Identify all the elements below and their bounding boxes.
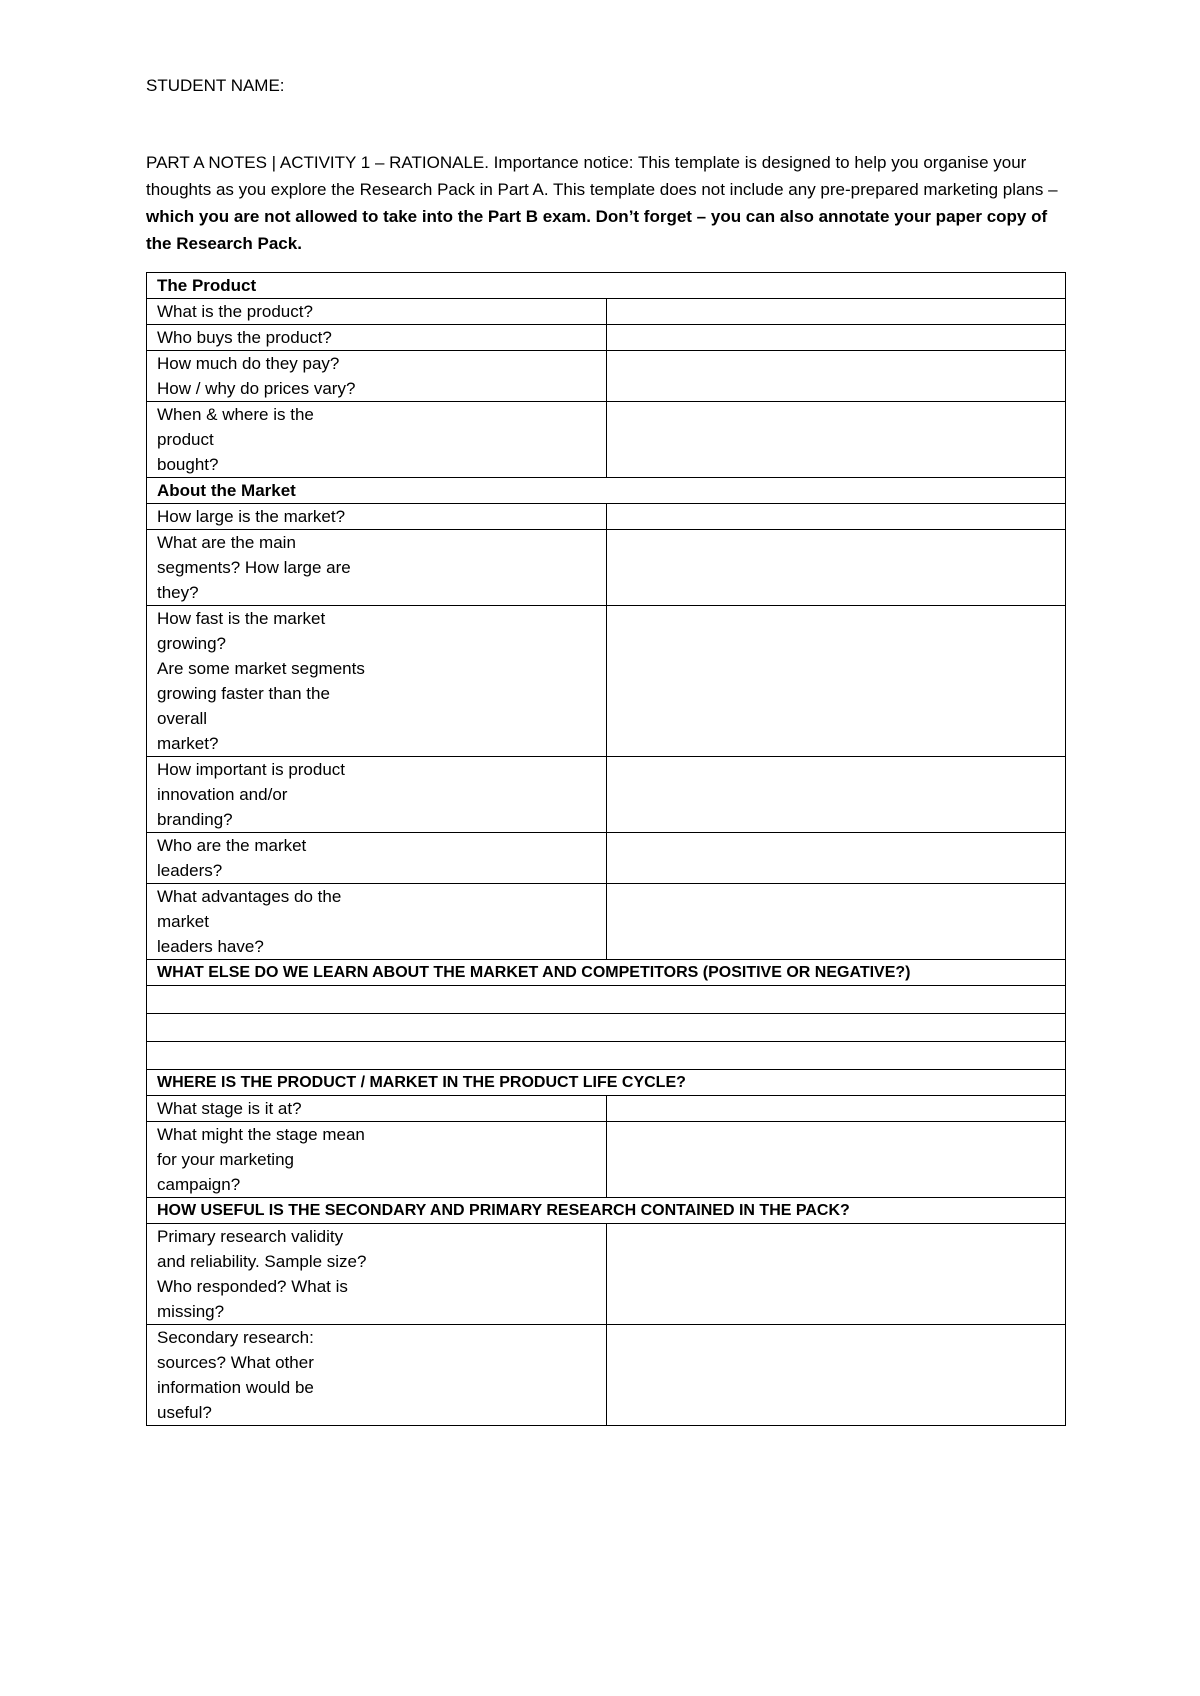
answer-cell[interactable] (606, 402, 1066, 478)
question-cell: What might the stage mean for your marketing campaign? (147, 1122, 607, 1198)
section-title-else: WHAT ELSE DO WE LEARN ABOUT THE MARKET AND COMPETITORS (POSITIVE OR NEGATIVE?) (147, 960, 1066, 986)
question-cell: How fast is the market growing? Are some market segments growing faster than the overall market? (147, 606, 607, 757)
question-cell: How large is the market? (147, 504, 607, 530)
table-row (147, 1224, 1066, 1325)
answer-cell[interactable] (606, 325, 1066, 351)
table-row (147, 402, 1066, 478)
question-cell: What are the main segments? How large are they? (147, 530, 607, 606)
question-cell: Who buys the product? (147, 325, 607, 351)
answer-cell[interactable] (606, 530, 1066, 606)
table-row (147, 833, 1066, 884)
answer-cell[interactable] (606, 606, 1066, 757)
question-cell: What stage is it at? (147, 1096, 607, 1122)
table-row (147, 530, 1066, 606)
table-row (147, 986, 1066, 1014)
answer-cell[interactable] (147, 1014, 1066, 1042)
answer-cell[interactable] (147, 986, 1066, 1014)
question-cell: What is the product? (147, 299, 607, 325)
question-cell: What advantages do the market leaders have? (147, 884, 607, 960)
student-name-label: STUDENT NAME: (146, 76, 285, 95)
answer-cell[interactable] (606, 757, 1066, 833)
table-row (147, 1042, 1066, 1070)
answer-cell[interactable] (606, 884, 1066, 960)
table-row (147, 1122, 1066, 1198)
question-cell: How important is product innovation and/or branding? (147, 757, 607, 833)
answer-cell[interactable] (606, 833, 1066, 884)
section-title-product: The Product (147, 273, 1066, 299)
table-row (147, 757, 1066, 833)
intro-bold-text: which you are not allowed to take into the Part B exam. Don’t forget – you can also annotate your paper copy of the Research Pack. (146, 207, 1048, 253)
answer-cell[interactable] (606, 1224, 1066, 1325)
answer-cell[interactable] (606, 1122, 1066, 1198)
answer-cell[interactable] (606, 299, 1066, 325)
question-cell: Primary research validity and reliability. Sample size? Who responded? What is missing? (147, 1224, 607, 1325)
table-row (147, 351, 1066, 402)
table-row (147, 606, 1066, 757)
question-cell: Secondary research: sources? What other information would be useful? (147, 1325, 607, 1426)
section-title-market: About the Market (147, 478, 1066, 504)
notes-table (146, 272, 1066, 1426)
table-row (147, 1096, 1066, 1122)
table-row (147, 884, 1066, 960)
question-cell: When & where is the product bought? (147, 402, 607, 478)
table-row (147, 1325, 1066, 1426)
section-title-lifecycle: WHERE IS THE PRODUCT / MARKET IN THE PRODUCT LIFE CYCLE? (147, 1070, 1066, 1096)
answer-cell[interactable] (606, 504, 1066, 530)
question-cell: How much do they pay? How / why do prices vary? (147, 351, 607, 402)
table-row (147, 504, 1066, 530)
table-row (147, 1014, 1066, 1042)
section-title-research: HOW USEFUL IS THE SECONDARY AND PRIMARY RESEARCH CONTAINED IN THE PACK? (147, 1198, 1066, 1224)
table-row (147, 299, 1066, 325)
answer-cell[interactable] (606, 1325, 1066, 1426)
answer-cell[interactable] (606, 1096, 1066, 1122)
question-cell: Who are the market leaders? (147, 833, 607, 884)
answer-cell[interactable] (147, 1042, 1066, 1070)
intro-notice (146, 149, 1066, 257)
answer-cell[interactable] (606, 351, 1066, 402)
intro-lead-text: PART A NOTES | ACTIVITY 1 – RATIONALE. Importance notice: This template is designed to help you organise your thoughts as you explore the Research Pack in Part A. This template does not include any pre-prepared marketing plans – (146, 153, 1058, 199)
table-row (147, 325, 1066, 351)
